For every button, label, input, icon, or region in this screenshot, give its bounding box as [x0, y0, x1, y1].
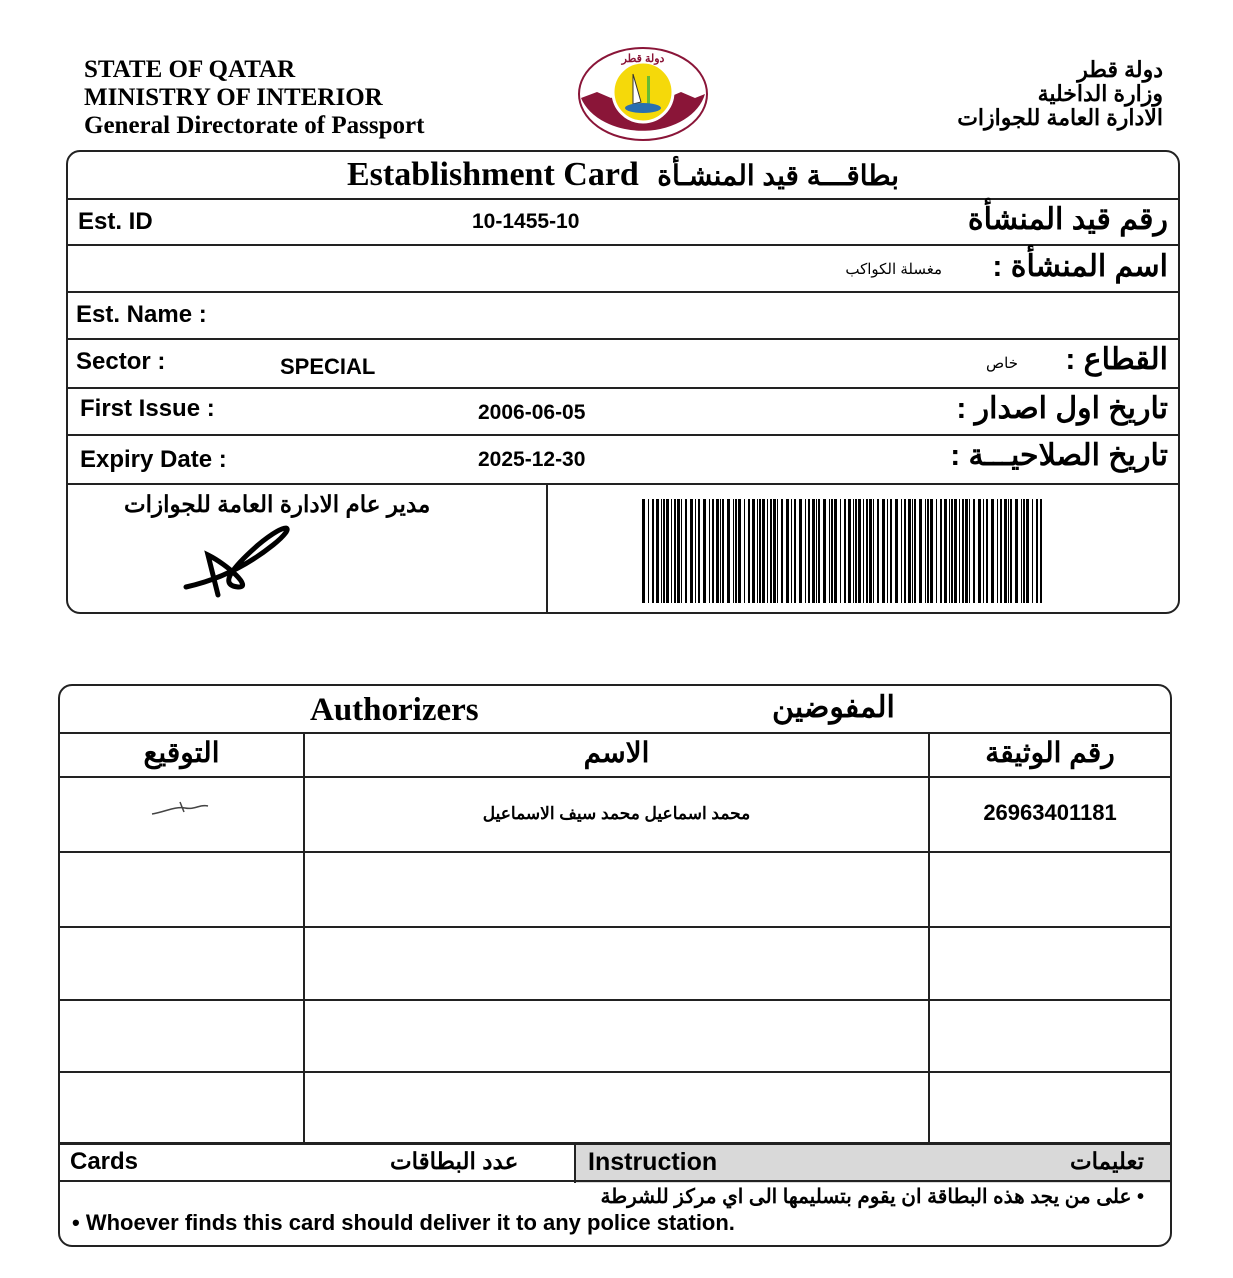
barcode-bar: [812, 499, 815, 603]
barcode-bar: [855, 499, 857, 603]
barcode-bar: [908, 499, 911, 603]
barcode-bar: [844, 499, 846, 603]
barcode-bar: [762, 499, 765, 603]
svg-text:دولة قطر: دولة قطر: [621, 53, 665, 65]
barcode-bar: [1015, 499, 1018, 603]
signature-barcode-row: [68, 483, 1178, 612]
first-issue-row: [68, 387, 1178, 436]
barcode-bar: [663, 499, 665, 603]
barcode-bar: [965, 499, 968, 603]
barcode-bar: [1000, 499, 1002, 603]
name-en-row: [68, 291, 1178, 340]
barcode-bar: [829, 499, 830, 603]
barcode-bar: [962, 499, 964, 603]
authorizer-document-number: 26963401181: [983, 800, 1117, 825]
barcode-bar: [722, 499, 724, 603]
barcode-bar: [759, 499, 761, 603]
barcode-bar: [1040, 499, 1042, 603]
barcode-bar: [901, 499, 902, 603]
barcode-bar: [912, 499, 913, 603]
barcode-bar: [890, 499, 892, 603]
cards-label: Cards: [70, 1148, 139, 1175]
barcode-bar: [951, 499, 953, 603]
barcode-bar: [1026, 499, 1029, 603]
barcode-bar: [733, 499, 734, 603]
header-english: [84, 56, 424, 140]
barcode-bar: [944, 499, 947, 603]
authorizers-title-ar: المفوضين: [772, 691, 895, 724]
authorizers-title: [60, 686, 1170, 732]
barcode-bar: [991, 499, 994, 603]
authorizers-title-en: Authorizers: [310, 692, 479, 728]
name-ar-row: [68, 244, 1178, 293]
expiry-row: [68, 434, 1178, 485]
barcode-bar: [671, 499, 672, 603]
barcode-bar: [919, 499, 922, 603]
first-issue-value: 2006-06-05: [478, 401, 586, 424]
barcode-bar: [1032, 499, 1033, 603]
authorizer-row: [60, 926, 1170, 1001]
barcode-bar: [930, 499, 933, 603]
barcode-bar: [834, 499, 837, 603]
state-name-ar: دولة قطر: [1077, 57, 1163, 82]
barcode-bar: [973, 499, 975, 603]
establishment-card: [66, 150, 1180, 614]
barcode-bar: [840, 499, 841, 603]
authorizer-row: [60, 776, 1170, 853]
barcode-bar: [853, 499, 854, 603]
barcode-bar: [690, 499, 693, 603]
card-title: [68, 152, 1178, 198]
barcode-bar: [703, 499, 706, 603]
first-issue-label-ar: تاريخ اول اصدار :: [956, 392, 1168, 425]
barcode-bar: [914, 499, 916, 603]
barcode-bar: [978, 499, 981, 603]
barcode-bar: [873, 499, 874, 603]
est-id-value: 10-1455-10: [472, 210, 580, 233]
barcode-bar: [752, 499, 755, 603]
sector-row: [68, 338, 1178, 389]
first-issue-label: First Issue :: [80, 395, 215, 422]
column-signature: التوقيع: [143, 737, 220, 768]
barcode-bar: [866, 499, 868, 603]
barcode: [642, 499, 1044, 603]
barcode-bar: [986, 499, 988, 603]
barcode-bar: [642, 499, 645, 603]
barcode-bar: [677, 499, 680, 603]
barcode-bar: [744, 499, 745, 603]
expiry-value: 2025-12-30: [478, 448, 586, 471]
card-title-ar: بطاقـــة قيد المنشـأة: [657, 160, 900, 191]
barcode-bar: [940, 499, 942, 603]
barcode-bar: [1004, 499, 1007, 603]
column-name: الاسم: [583, 737, 650, 768]
barcode-bar: [969, 499, 970, 603]
barcode-bar: [799, 499, 802, 603]
barcode-bar: [656, 499, 659, 603]
barcode-bar: [698, 499, 700, 603]
authorizer-row: [60, 999, 1170, 1073]
qatar-emblem-logo: [577, 46, 709, 142]
barcode-bar: [869, 499, 872, 603]
barcode-bar: [695, 499, 696, 603]
authorizer-row: [60, 851, 1170, 928]
director-title-ar: مدير عام الادارة العامة للجوازات: [124, 491, 431, 517]
barcode-bar: [831, 499, 833, 603]
directorate-name-ar: الادارة العامة للجوازات: [957, 105, 1163, 130]
authorizers-header-row: [60, 732, 1170, 778]
barcode-bar: [727, 499, 730, 603]
instruction-text-ar: • على من يجد هذه البطاقة ان يقوم بتسليمها الى اي مركز للشرطة: [600, 1186, 1144, 1208]
barcode-bar: [1010, 499, 1012, 603]
barcode-bar: [863, 499, 864, 603]
barcode-bar: [735, 499, 737, 603]
card-title-en: Establishment Card: [346, 156, 639, 193]
barcode-bar: [808, 499, 810, 603]
cards-instruction-row: [60, 1142, 1170, 1183]
barcode-bar: [791, 499, 792, 603]
barcode-bar: [709, 499, 710, 603]
barcode-bar: [648, 499, 649, 603]
barcode-bar: [674, 499, 676, 603]
barcode-bar: [887, 499, 888, 603]
barcode-bar: [927, 499, 929, 603]
barcode-bar: [816, 499, 817, 603]
ministry-name: MINISTRY OF INTERIOR: [84, 84, 383, 111]
barcode-bar: [895, 499, 898, 603]
name-value-ar: مغسلة الكواكب: [845, 261, 942, 278]
ministry-name-ar: وزارة الداخلية: [1037, 81, 1163, 106]
authorizer-name: محمد اسماعيل محمد سيف الاسماعيل: [482, 804, 751, 823]
barcode-bar: [748, 499, 750, 603]
barcode-bar: [777, 499, 778, 603]
barcode-bar: [983, 499, 984, 603]
barcode-bar: [959, 499, 960, 603]
est-id-label-ar: رقم قيد المنشأة: [967, 203, 1168, 236]
barcode-bar: [720, 499, 721, 603]
barcode-bar: [904, 499, 906, 603]
barcode-bar: [954, 499, 957, 603]
director-signature-icon: [178, 525, 308, 600]
expiry-label: Expiry Date :: [80, 446, 227, 473]
barcode-bar: [770, 499, 772, 603]
sector-label-ar: القطاع :: [1065, 343, 1168, 376]
sector-value-ar: خاص: [986, 355, 1018, 372]
expiry-label-ar: تاريخ الصلاحيـــة :: [950, 439, 1168, 472]
barcode-bar: [823, 499, 826, 603]
barcode-bar: [757, 499, 758, 603]
header-arabic: [957, 58, 1163, 130]
instruction-text-en: • Whoever finds this card should deliver it to any police station.: [72, 1210, 735, 1235]
barcode-bar: [738, 499, 741, 603]
barcode-bar: [666, 499, 669, 603]
barcode-bar: [716, 499, 719, 603]
barcode-bar: [781, 499, 783, 603]
authorizers-card: [58, 684, 1172, 1247]
authorizer-row: [60, 1071, 1170, 1144]
sector-label: Sector :: [76, 348, 166, 375]
barcode-bar: [712, 499, 714, 603]
instructions-text: [60, 1180, 1170, 1245]
barcode-bar: [848, 499, 851, 603]
barcode-bar: [818, 499, 820, 603]
barcode-bar: [794, 499, 796, 603]
barcode-bar: [997, 499, 998, 603]
barcode-bar: [882, 499, 885, 603]
est-id-row: [68, 198, 1178, 246]
barcode-bar: [1021, 499, 1022, 603]
barcode-bar: [949, 499, 950, 603]
barcode-bar: [1023, 499, 1025, 603]
state-name: STATE OF QATAR: [84, 56, 296, 83]
barcode-bar: [661, 499, 662, 603]
instruction-label: Instruction: [588, 1148, 718, 1176]
name-label-ar: اسم المنشأة :: [992, 250, 1168, 283]
barcode-bar: [652, 499, 654, 603]
authorizer-signature-icon: [150, 798, 210, 820]
barcode-bar: [685, 499, 687, 603]
barcode-bar: [925, 499, 926, 603]
cards-label-ar: عدد البطاقات: [390, 1148, 519, 1174]
barcode-bar: [786, 499, 789, 603]
column-document-number: رقم الوثيقة: [985, 737, 1115, 768]
barcode-bar: [936, 499, 937, 603]
directorate-name: General Directorate of Passport: [84, 112, 425, 139]
barcode-bar: [877, 499, 879, 603]
barcode-bar: [858, 499, 861, 603]
barcode-bar: [805, 499, 806, 603]
barcode-bar: [1036, 499, 1038, 603]
barcode-bar: [1008, 499, 1009, 603]
name-label: Est. Name :: [76, 301, 207, 328]
barcode-bar: [767, 499, 768, 603]
sector-value: SPECIAL: [280, 354, 376, 379]
barcode-bar: [681, 499, 682, 603]
est-id-label: Est. ID: [78, 208, 153, 235]
barcode-bar: [773, 499, 776, 603]
instruction-label-ar: تعليمات: [1069, 1148, 1144, 1174]
